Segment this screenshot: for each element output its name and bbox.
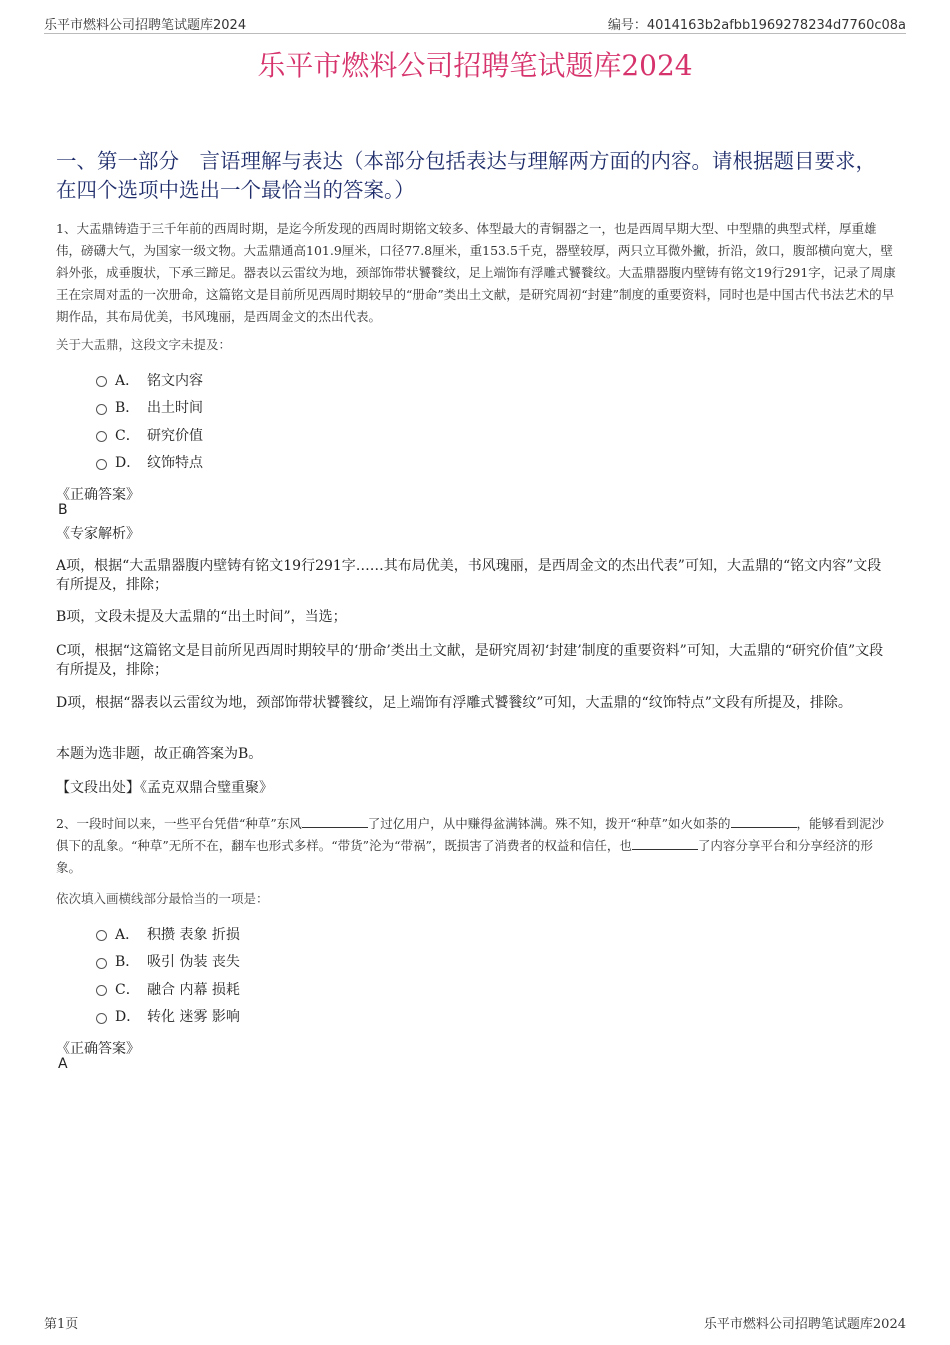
q2-option-c[interactable]: C． 融合 内幕 损耗 [96,975,240,1003]
q2-blank-2 [731,815,797,828]
q1-option-c[interactable]: C． 研究价值 [96,421,203,449]
radio-icon[interactable] [96,985,107,996]
q2-option-b[interactable]: B． 吸引 伪装 丧失 [96,948,240,976]
q2-option-a[interactable]: A． 积攒 表象 折损 [96,920,240,948]
q2-prompt: 依次填入画横线部分最恰当的一项是： [56,891,269,906]
radio-icon[interactable] [96,376,107,387]
q2-blank-3 [632,837,698,850]
footer-page-number: 第1页 [44,1317,79,1332]
radio-icon[interactable] [96,459,107,470]
q1-options [96,366,203,476]
header-code-label: 编号： [607,18,647,33]
q1-source: 【文段出处】《孟克双鼎合璧重聚》 [56,780,273,796]
header-doc-title: 乐平市燃料公司招聘笔试题库2024 [44,18,247,33]
q1-option-a[interactable]: A． 铭文内容 [96,366,203,394]
q2-passage: 2、一段时间以来，一些平台凭借“种草”东风 了过亿用户，从中赚得盆满钵满。殊不知，拨开“种草”如火如荼的 ，能够看到泥沙俱下的乱象。“种草”无所不在，翻车也形式多样。“带货”沦为“带祸”，既损害了消费者的权益和信任，也 了内容分享平台和分享经济的形象。 [56,816,885,875]
q2-option-d[interactable]: D． 转化 迷雾 影响 [96,1003,240,1031]
q1-answer: B [58,502,68,518]
header-divider [44,33,906,34]
q1-analysis-label: 《专家解析》 [56,526,140,542]
q1-analysis-d: D项，根据“器表以云雷纹为地，颈部饰带状饕餮纹，足上端饰有浮雕式饕餮纹”可知，大盂鼎的“纹饰特点”文段有所提及，排除。 [56,695,852,711]
page-title: 乐平市燃料公司招聘笔试题库2024 [257,49,693,82]
q1-conclusion: 本题为选非题，故正确答案为B。 [56,746,263,762]
radio-icon[interactable] [96,404,107,415]
q2-answer-label: 《正确答案》 [56,1041,140,1057]
radio-icon[interactable] [96,958,107,969]
radio-icon[interactable] [96,431,107,442]
q1-prompt: 关于大盂鼎，这段文字未提及： [56,337,232,352]
radio-icon[interactable] [96,1013,107,1024]
q2-options [96,920,240,1030]
q1-option-d[interactable]: D． 纹饰特点 [96,449,203,477]
section-heading: 一、第一部分 言语理解与表达（本部分包括表达与理解两方面的内容。请根据题目要求，在四个选项中选出一个最恰当的答案。） [56,149,876,202]
radio-icon[interactable] [96,930,107,941]
q2-blank-1 [302,815,368,828]
footer-doc-title: 乐平市燃料公司招聘笔试题库2024 [703,1317,906,1332]
header-doc-code [608,14,906,33]
q1-analysis-a: A项，根据“大盂鼎器腹内壁铸有铭文19行291字……其布局优美，书风瑰丽，是西周金文的杰出代表”可知，大盂鼎的“铭文内容”文段有所提及，排除； [56,558,882,593]
q1-answer-label: 《正确答案》 [56,487,140,503]
q2-answer: A [58,1056,68,1072]
q1-analysis-b: B项，文段未提及大盂鼎的“出土时间”，当选； [56,609,347,625]
q1-option-b[interactable]: B． 出土时间 [96,394,203,422]
q1-analysis-c: C项，根据“这篇铭文是目前所见西周时期较早的‘册命’类出土文献，是研究周初‘封建’制度的重要资料”可知，大盂鼎的“研究价值”文段有所提及，排除； [56,643,884,678]
header-code-value: 4014163b2afbb1969278234d7760c08a [646,18,906,33]
q1-passage: 1、大盂鼎铸造于三千年前的西周时期，是迄今所发现的西周时期铭文较多、体型最大的青铜器之一，也是西周早期大型、中型鼎的典型式样，厚重雄伟，磅礴大气，为国家一级文物。大盂鼎通高101.9厘米，口径77.8厘米，重153.5千克，器壁较厚，两只立耳微外撇，折沿，敛口，腹部横向宽大，壁斜外张，成垂腹状，下承三蹄足。器表以云雷纹为地，颈部饰带状饕餮纹，足上端饰有浮雕式饕餮纹。大盂鼎器腹内壁铸有铭文19行291字，记录了周康王在宗周对盂的一次册命，这篇铭文是目前所见西周时期较早的“册命”类出土文献，是研究周初“封建”制度的重要资料，同时也是中国古代书法艺术的早期作品，其布局优美，书风瑰丽，是西周金文的杰出代表。 [56,221,896,324]
